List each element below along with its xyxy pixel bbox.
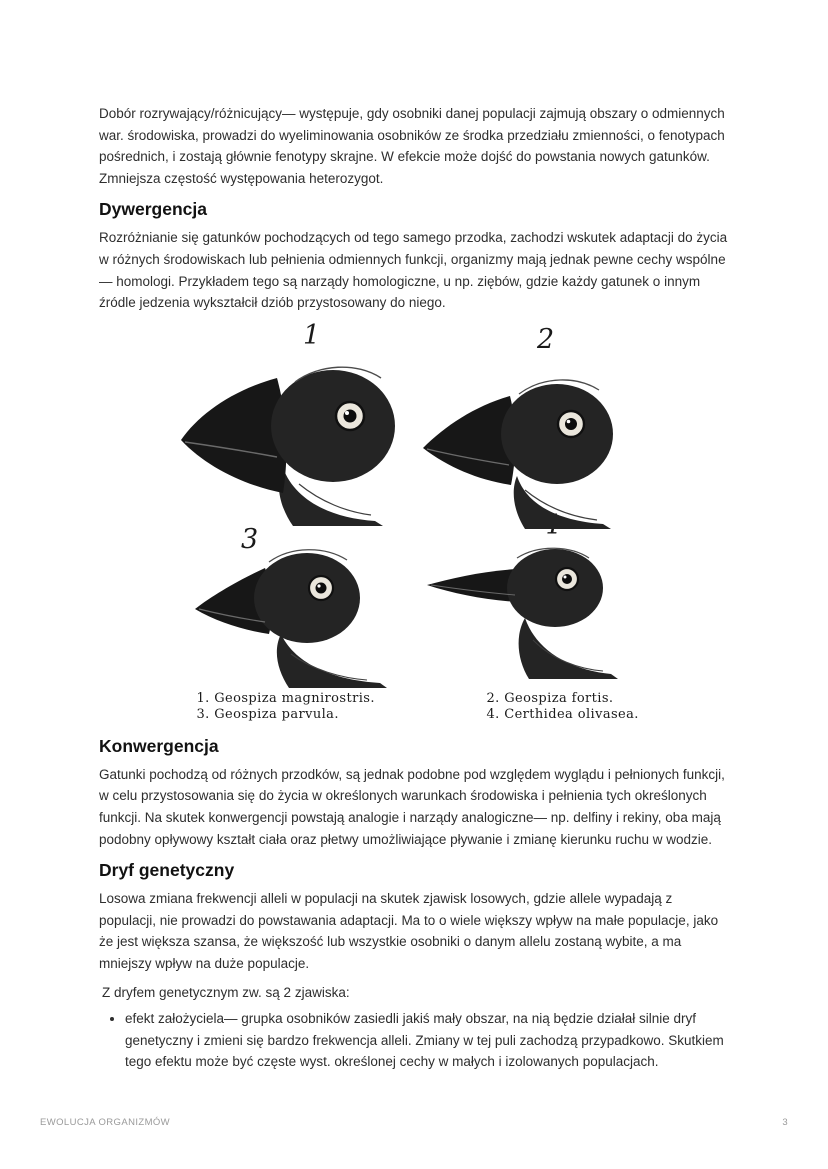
finch-3-eye-pupil [315, 582, 326, 593]
finch-2-eye-pupil [565, 418, 577, 430]
heading-divergence: Dywergencja [99, 199, 207, 220]
heading-genetic-drift: Dryf genetyczny [99, 860, 235, 881]
finch-engraving [165, 318, 665, 690]
figure-caption-4: 4. Certhidea olivasea. [486, 706, 639, 722]
finch-1-magnirostris [181, 367, 395, 526]
figure-captions-right-column [487, 691, 639, 723]
finch-3-head [254, 553, 360, 643]
finch-4-beak [427, 569, 520, 602]
footer-document-title: EWOLUCJA ORGANIZMÓW [40, 1117, 171, 1128]
finch-2-fortis [423, 380, 613, 529]
figure-captions [165, 691, 665, 723]
figure-number-3: 3 [240, 523, 258, 555]
heading-convergence: Konwergencja [99, 735, 219, 756]
bullet-founder-effect: • efekt założyciela— grupka osobników zasiedli jakiś mały obszar, na nią będzie działał silnie dryf genetyczny i zmieni się bardzo frekwencja alleli. Zmiany w tej puli zachodzą przypadkowo. Skutkiem tego efektu może być częste wyst. określonej cechy w małych i izolowanych populacjach. [125, 1008, 730, 1073]
finch-4-head [507, 549, 603, 627]
paragraph-divergence: Rozróżnianie się gatunków pochodzących od tego samego przodka, zachodzi wskutek adaptacji do życia w różnych środowiskach lub pełnienia odmiennych funkcji, organizmy mają jednak pewne cechy wspólne — homologi. Przykładem tego są narządy homologiczne, u np. ziębów, gdzie każdy gatunek o innym źródle jedzenia wykształcił dziób przystosowany do niego. [99, 230, 728, 311]
figure-caption-2: 2. Geospiza fortis. [486, 690, 614, 706]
page-footer [40, 1117, 788, 1129]
finch-1-beak [181, 378, 286, 493]
document-content [99, 103, 730, 1073]
figure-caption-3: 3. Geospiza parvula. [196, 706, 339, 722]
finch-2-neck [513, 476, 610, 529]
finch-3-neck [276, 634, 386, 688]
figure-captions-left-column [197, 691, 487, 723]
paragraph-genetic-drift: Losowa zmiana frekwencji alleli w populacji na skutek zjawisk losowych, gdzie allele wypadają z populacji, nie prowadzi do powstawania adaptacji. Ma to o wiele większy wpływ na małe populacje, jako że jest większa szansa, że większość lub wszystkie osobniki o danym allelu zostaną wybite, a ma mniejszy wpływ na duże populacje. [99, 891, 719, 971]
finch-3-eye-highlight [317, 584, 320, 587]
finch-2-head [501, 384, 613, 484]
finch-1-eye-pupil [343, 409, 356, 422]
finch-4-eye-highlight [563, 575, 566, 578]
finch-4-neck [518, 618, 617, 679]
figure-caption-1: 1. Geospiza magnirostris. [196, 690, 375, 706]
paragraph-disruptive-selection: Dobór rozrywający/różnicujący— występuje, gdy osobniki danej populacji zajmują obszary o odmiennych war. środowiska, prowadzi do wyeliminowania osobników ze środka przedziału zmienności, o fenotypach pośrednich, i zostają głównie fenotypy skrajne. W efekcie może dojść do powstania nowych gatunków. Zmniejsza częstość występowania heterozygot. [99, 106, 725, 186]
finch-4-eye-pupil [562, 574, 572, 584]
finch-4-certhidea [427, 548, 618, 679]
finch-1-head [271, 370, 395, 482]
finch-1-eye-highlight [345, 411, 349, 415]
drift-phenomena-list [99, 1008, 730, 1073]
paragraph-drift-phenomena-lead: Z dryfem genetycznym zw. są 2 zjawiska: [102, 984, 350, 1000]
figure-number-1: 1 [302, 319, 320, 351]
footer-page-number: 3 [782, 1117, 788, 1128]
figure-number-2: 2 [536, 323, 554, 355]
finch-figure [165, 318, 665, 723]
finch-3-parvula [195, 549, 387, 687]
paragraph-convergence: Gatunki pochodzą od różnych przodków, są jednak podobne pod względem wyglądu i pełnionych funkcji, w celu przystosowania się do życia w określonych warunkach środowiska i pełnienia tych określonych funkcji. Na skutek konwergencji powstają analogie i narządy analogiczne— np. delfiny i rekiny, oba mają podobny opływowy kształt ciała oraz płetwy umożliwiające pływanie i zmianę kierunku ruchu w wodzie. [99, 766, 725, 847]
finch-2-eye-highlight [566, 419, 570, 423]
